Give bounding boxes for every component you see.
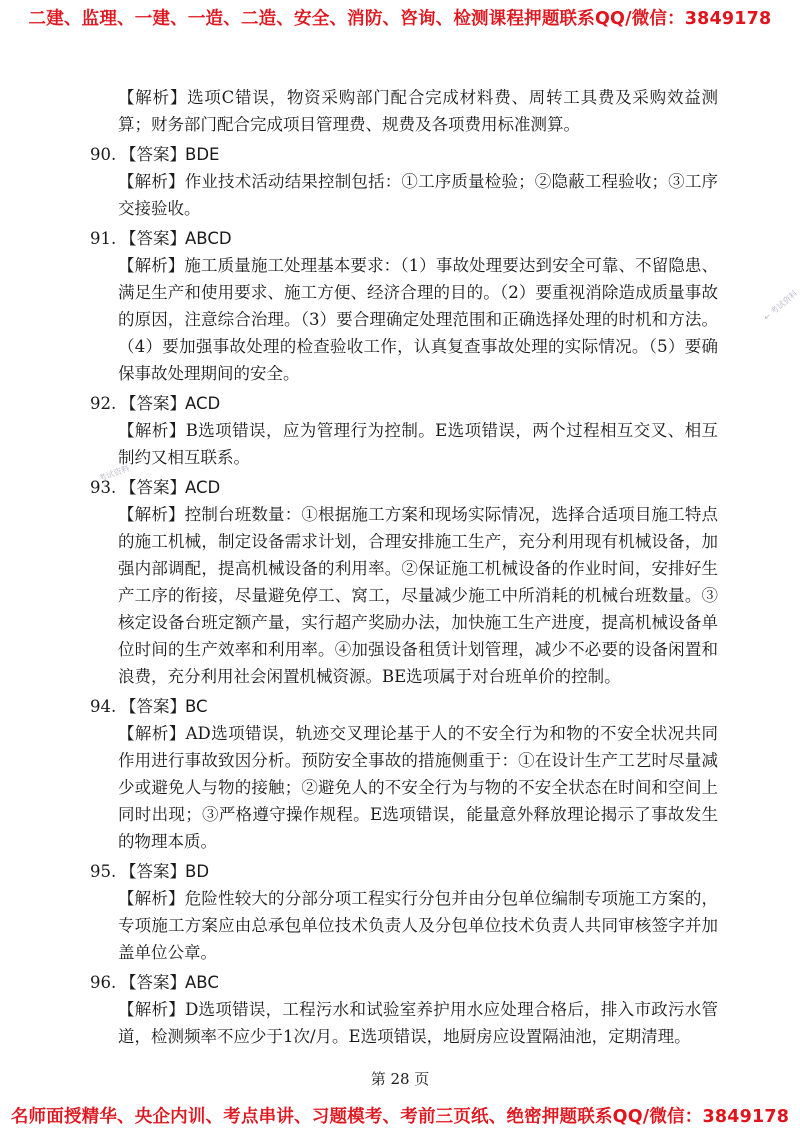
list-item [90, 693, 718, 855]
answer-row [90, 474, 718, 501]
explanation-text: B选项错误，应为管理行为控制。E选项错误，两个过程相互交叉、相互制约又相互联系。 [118, 421, 719, 467]
list-item [90, 225, 718, 387]
answer-row [90, 969, 718, 996]
explanation-label: 【解析】 [118, 724, 186, 743]
answer-value: BDE [185, 145, 220, 164]
explanation-text: 选项C错误，物资采购部门配合完成材料费、周转工具费及采购效益测算；财务部门配合完成项目管理费、规费及各项费用标准测算。 [118, 88, 719, 134]
watermark: 考试资料 [97, 463, 131, 484]
answer-row [90, 141, 718, 168]
answer-label: 【答案】 [120, 478, 186, 497]
explanation [90, 720, 718, 855]
answer-value: BC [185, 697, 208, 716]
answer-value: ABCD [185, 229, 232, 248]
explanation [90, 996, 718, 1050]
question-number: 93. [90, 478, 117, 497]
explanation [90, 417, 718, 471]
answer-label: 【答案】 [120, 145, 186, 164]
explanation [90, 84, 718, 138]
answer-label: 【答案】 [120, 229, 186, 248]
explanation [90, 885, 718, 966]
list-item [90, 474, 718, 690]
explanation [90, 168, 718, 222]
explanation-label: 【解析】 [118, 505, 185, 524]
list-item [90, 141, 718, 222]
explanation-label: 【解析】 [118, 172, 185, 191]
answer-label: 【答案】 [120, 697, 186, 716]
answer-row [90, 225, 718, 252]
question-number: 91. [90, 229, 117, 248]
list-item [90, 390, 718, 471]
explanation-text: 作业技术活动结果控制包括：①工序质量检验；②隐蔽工程验收；③工序交接验收。 [118, 172, 719, 218]
answer-row [90, 693, 718, 720]
answer-list [90, 84, 718, 1053]
answer-value: ABC [185, 973, 219, 992]
answer-value: BD [185, 862, 210, 881]
explanation-label: 【解析】 [118, 889, 185, 908]
question-number: 92. [90, 394, 117, 413]
list-item [90, 858, 718, 966]
explanation [90, 252, 718, 387]
answer-label: 【答案】 [120, 394, 186, 413]
question-number: 90. [90, 145, 117, 164]
question-number: 94. [90, 697, 117, 716]
explanation-label: 【解析】 [118, 88, 188, 107]
header-banner: 二建、监理、一建、一造、二造、安全、消防、咨询、检测课程押题联系QQ/微信：3849178 [28, 9, 772, 29]
answer-value: ACD [185, 394, 221, 413]
explanation-text: D选项错误，工程污水和试验室养护用水应处理合格后，排入市政污水管道，检测频率不应少于1次/月。E选项错误，地厨房应设置隔油池，定期清理。 [118, 1000, 718, 1046]
list-item [90, 84, 718, 138]
explanation [90, 501, 718, 690]
question-number: 95. [90, 862, 117, 881]
answer-row [90, 858, 718, 885]
footer-banner: 名师面授精华、央企内训、考点串讲、习题模考、考前三页纸、绝密押题联系QQ/微信：3849178 [10, 1107, 790, 1127]
explanation-label: 【解析】 [118, 421, 186, 440]
answer-row [90, 390, 718, 417]
explanation-label: 【解析】 [118, 1000, 186, 1019]
explanation-text: 危险性较大的分部分项工程实行分包并由分包单位编制专项施工方案的，专项施工方案应由总承包单位技术负责人及分包单位技术负责人共同审核签字并加盖单位公章。 [118, 889, 719, 962]
explanation-text: 控制台班数量：①根据施工方案和现场实际情况，选择合适项目施工特点的施工机械，制定设备需求计划，合理安排施工生产，充分利用现有机械设备，加强内部调配，提高机械设备的利用率。②保证施工机械设备的作业时间，安排好生产工序的衔接，尽量避免停工、窝工，尽量减少施工中所消耗的机械台班数量。③核定设备台班定额产量，实行超产奖励办法，加快施工生产进度，提高机械设备单位时间的生产效率和利用率。④加强设备租赁计划管理，减少不必要的设备闲置和浪费，充分利用社会闲置机械资源。BE选项属于对台班单价的控制。 [118, 505, 719, 686]
explanation-label: 【解析】 [118, 256, 185, 275]
watermark: ← 考试资料 [761, 288, 800, 323]
answer-label: 【答案】 [120, 973, 186, 992]
answer-label: 【答案】 [120, 862, 186, 881]
explanation-text: 施工质量施工处理基本要求：（1）事故处理要达到安全可靠、不留隐患、满足生产和使用要求、施工方便、经济合理的目的。（2）要重视消除造成质量事故的原因，注意综合治理。（3）要合理确定处理范围和正确选择处理的时机和方法。（4）要加强事故处理的检查验收工作，认真复查事故处理的实际情况。（5）要确保事故处理期间的安全。 [118, 256, 719, 383]
answer-value: ACD [185, 478, 221, 497]
explanation-text: AD选项错误，轨迹交叉理论基于人的不安全行为和物的不安全状况共同作用进行事故致因分析。预防安全事故的措施侧重于：①在设计生产工艺时尽量减少或避免人与物的接触；②避免人的不安全行为与物的不安全状态在时间和空间上同时出现；③严格遵守操作规程。E选项错误，能量意外释放理论揭示了事故发生的物理本质。 [118, 724, 719, 851]
page-number: 第 28 页 [370, 1070, 430, 1088]
list-item [90, 969, 718, 1050]
question-number: 96. [90, 973, 117, 992]
